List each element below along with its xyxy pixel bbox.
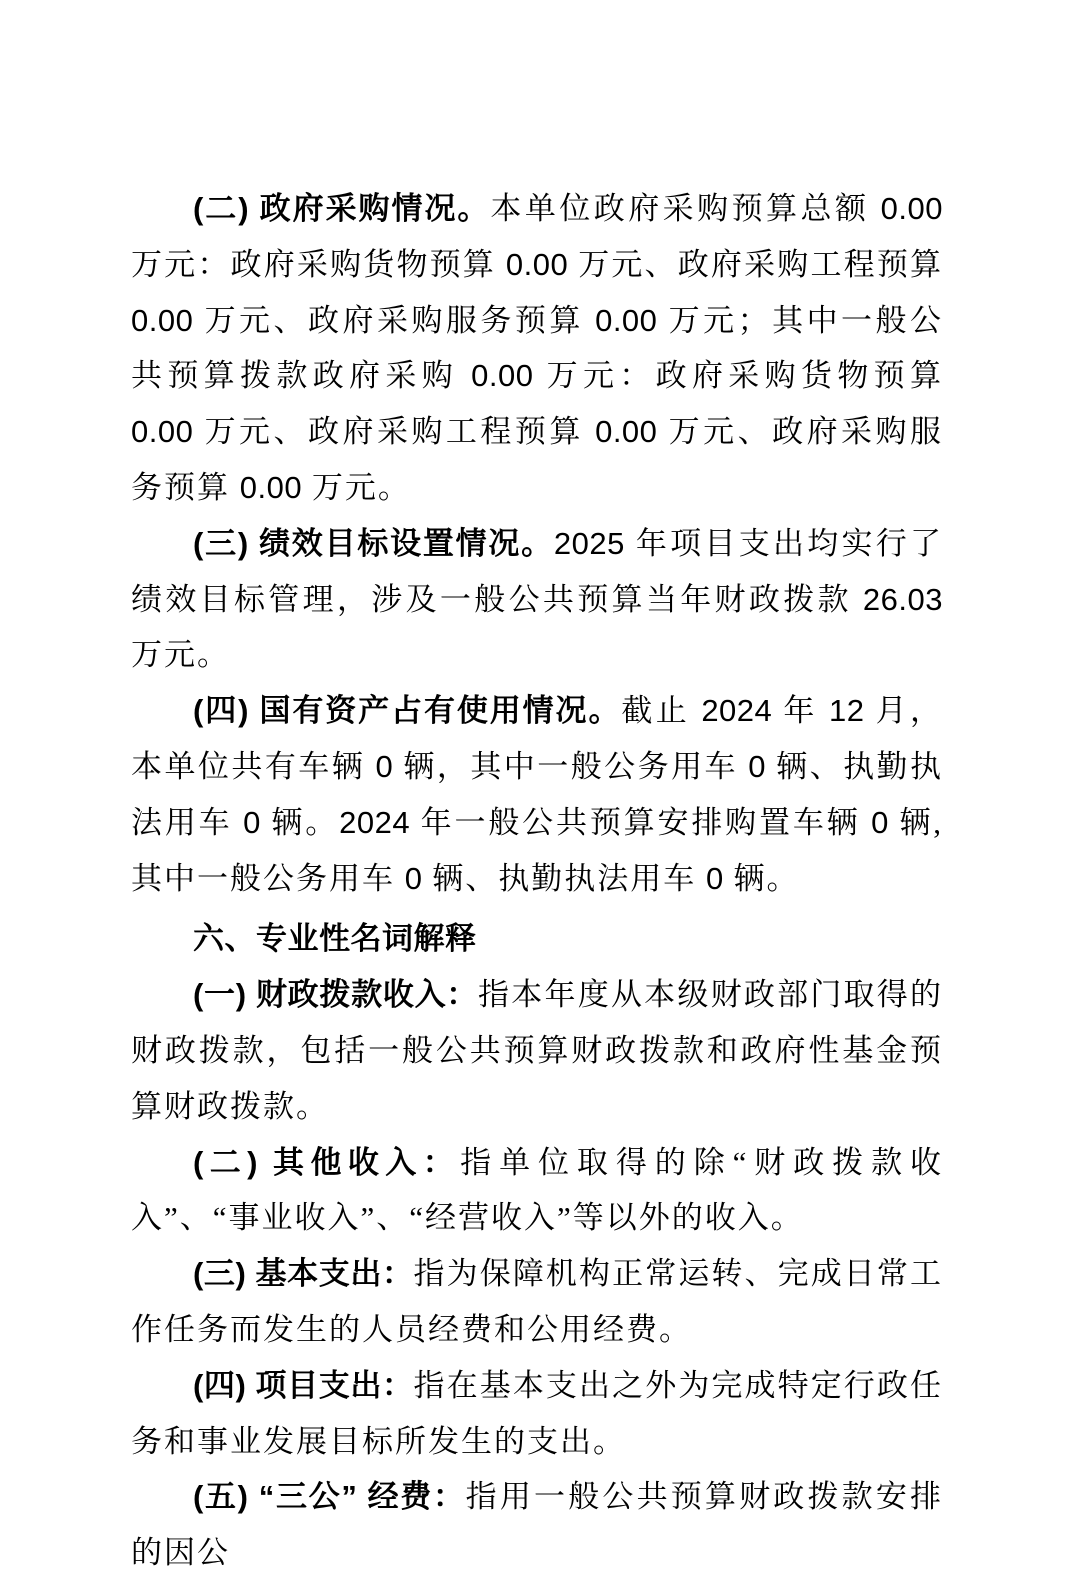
para-body-gov-procurement: 本单位政府采购预算总额 0.00 万元：政府采购货物预算 0.00 万元、政府采购工程预算 0.00 万元、政府采购服务预算 0.00 万元；其中一般公共预算拨款政府采购 0.00 万元：政府采购货物预算 0.00 万元、政府采购工程预算 0.00 万元、政府采购服务预算 0.00 万元。 <box>131 191 944 505</box>
para-term-fiscal-appropriation <box>131 967 943 1134</box>
numeral: 0 <box>706 860 724 896</box>
para-body-term-project-expenditure: 指在基本支出之外为完成特定行政任务和事业发展目标所发生的支出。 <box>131 1367 944 1459</box>
para-heading-term-fiscal-appropriation: (一) 财政拨款收入： <box>193 977 479 1013</box>
numeral: 2024 <box>701 693 773 729</box>
para-body-term-other-income: 指单位取得的除“财政拨款收入”、“事业收入”、“经营收入”等以外的收入。 <box>131 1144 943 1236</box>
numeral: 12 <box>828 693 865 729</box>
numeral: 0.00 <box>595 302 658 338</box>
numeral: 26.03 <box>862 581 943 617</box>
para-term-other-income <box>131 1135 943 1247</box>
para-performance-targets <box>131 516 943 683</box>
para-heading-term-basic-expenditure: (三) 基本支出： <box>193 1256 414 1292</box>
numeral: 0.00 <box>880 191 943 226</box>
numeral: 2025 <box>553 525 625 561</box>
para-body-term-basic-expenditure: 指为保障机构正常运转、完成日常工作任务而发生的人员经费和公用经费。 <box>131 1256 944 1347</box>
para-term-basic-expenditure <box>131 1246 943 1358</box>
document-content <box>131 181 943 1581</box>
numeral: 0 <box>375 748 394 784</box>
para-gov-procurement <box>131 181 943 516</box>
para-body-state-assets: 截止 2024 年 12 月，本单位共有车辆 0 辆，其中一般公务用车 0 辆、执勤执法用车 0 辆。2024 年一般公共预算安排购置车辆 0 辆,其中一般公务用车 0 辆、执勤执法用车 0 辆。 <box>131 693 944 896</box>
numeral: 2024 <box>339 804 411 840</box>
numeral: 0 <box>748 748 766 784</box>
numeral: 0 <box>871 804 889 840</box>
para-heading-term-project-expenditure: (四) 项目支出： <box>193 1367 414 1403</box>
numeral: 0 <box>404 860 423 896</box>
para-heading-term-other-income: (二) 其他收入： <box>193 1144 461 1180</box>
para-state-assets <box>131 683 943 906</box>
para-heading-state-assets: (四) 国有资产占有使用情况。 <box>193 693 622 729</box>
numeral: 0.00 <box>505 246 569 282</box>
numeral: 0.00 <box>239 469 303 505</box>
para-heading-term-three-public-funds: (五) “三公” 经费： <box>193 1479 466 1515</box>
section-heading-terms-label: 六、专业性名词解释 <box>193 921 477 957</box>
section-heading-terms <box>131 911 943 967</box>
numeral: 0.00 <box>595 414 658 450</box>
para-body-performance-targets: 2025 年项目支出均实行了绩效目标管理，涉及一般公共预算当年财政拨款 26.03 万元。 <box>131 525 944 673</box>
para-heading-gov-procurement: (二) 政府采购情况。 <box>193 191 491 226</box>
numeral: 0.00 <box>131 414 194 450</box>
para-term-project-expenditure <box>131 1358 943 1470</box>
numeral: 0.00 <box>131 302 194 338</box>
para-heading-performance-targets: (三) 绩效目标设置情况。 <box>193 525 554 561</box>
para-term-three-public-funds <box>131 1469 943 1581</box>
para-body-term-three-public-funds: 指用一般公共预算财政拨款安排的因公 <box>131 1479 944 1571</box>
numeral: 0 <box>243 804 261 840</box>
numeral: 0.00 <box>471 358 534 394</box>
para-body-term-fiscal-appropriation: 指本年度从本级财政部门取得的财政拨款，包括一般公共预算财政拨款和政府性基金预算财政拨款。 <box>131 977 944 1124</box>
